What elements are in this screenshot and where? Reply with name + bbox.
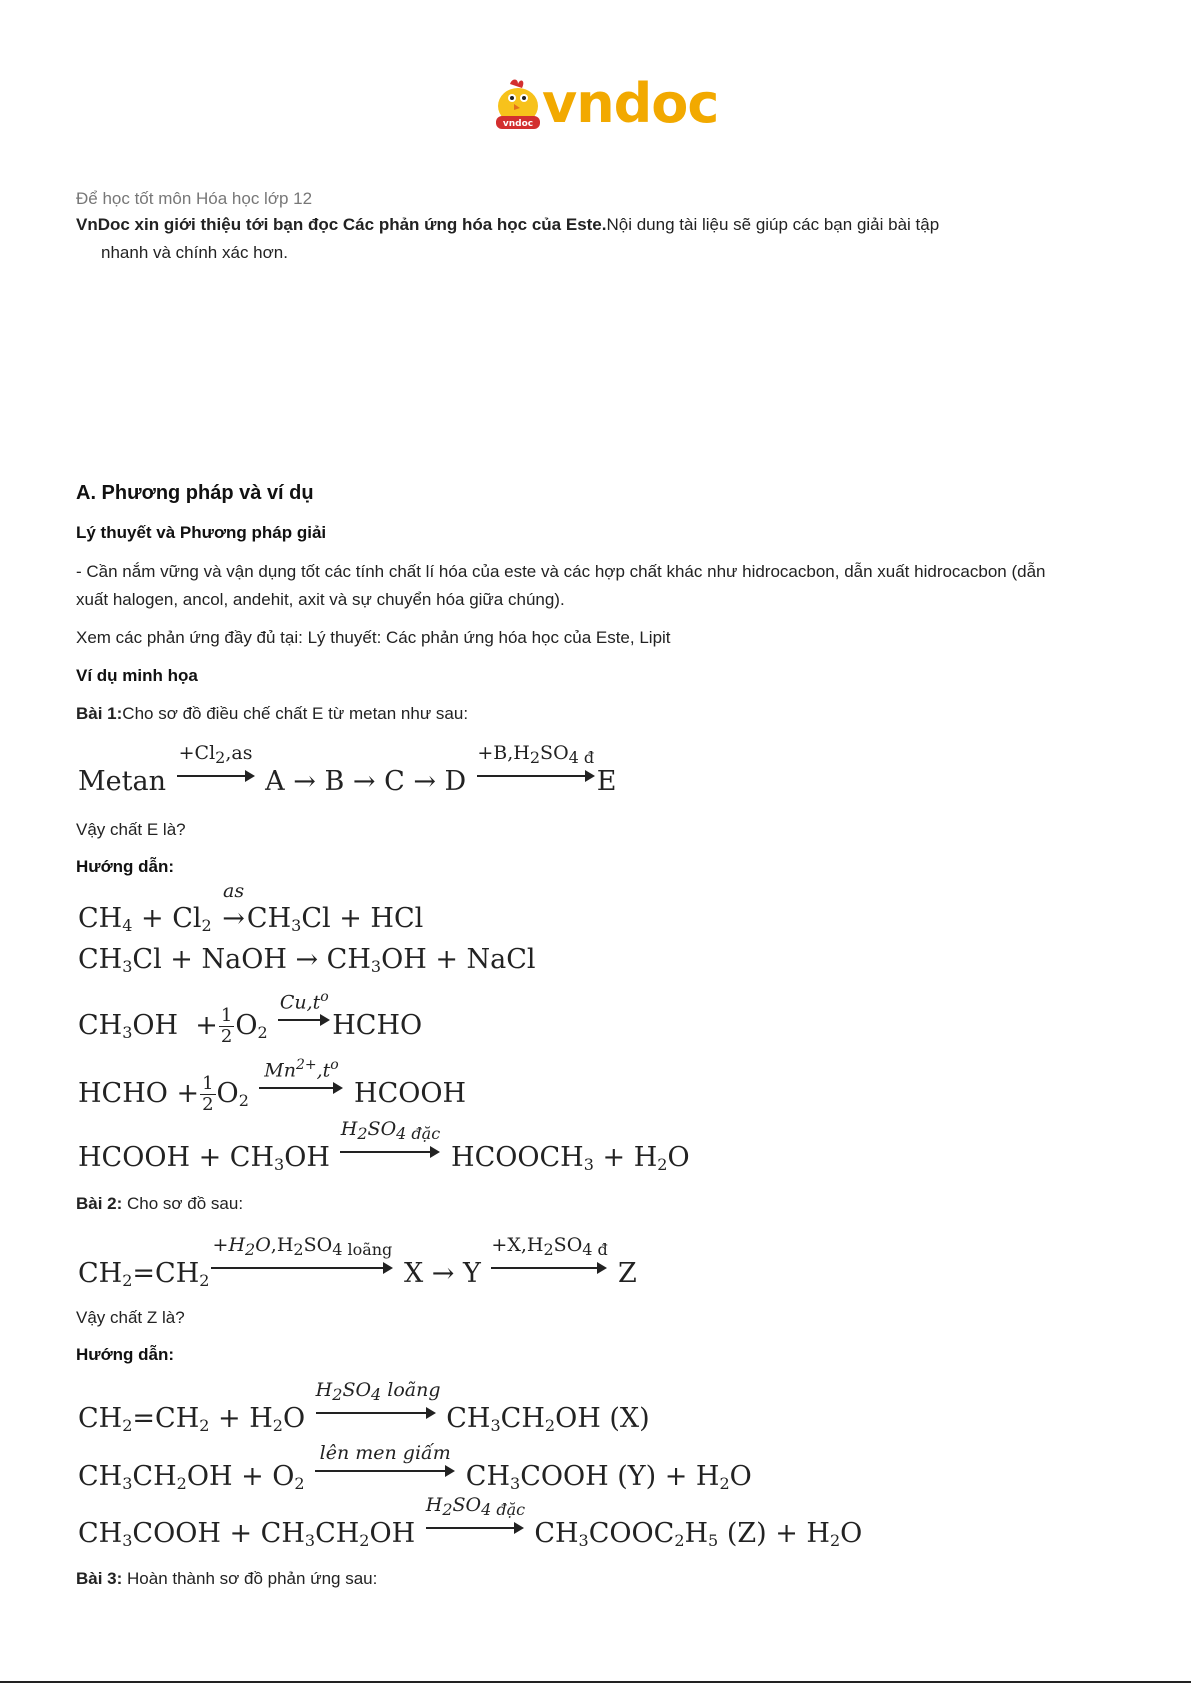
eq-1-4: HCHO + $\frac{1}{2}$ $O_2$ $Mn^{2+},t^o$ HCOOH xyxy=(78,1056,467,1115)
bai1-guide: Hướng dẫn: xyxy=(76,857,175,876)
eq-1-1: $CH_4 + Cl_2$ as $\to CH_3Cl$ + HCl xyxy=(78,880,424,935)
fraction-half: $\frac{1}{2}$ xyxy=(202,1073,214,1115)
logo-badge: vndoc xyxy=(502,119,534,129)
bai3-text: Hoàn thành sơ đồ phản ứng sau: xyxy=(122,1569,378,1588)
bai2-guide: Hướng dẫn: xyxy=(76,1345,175,1364)
bai2-prompt xyxy=(76,1194,243,1214)
theory-heading: Lý thuyết và Phương pháp giải xyxy=(76,523,327,542)
product-e: E xyxy=(596,766,617,797)
theory-line-1: - Cần nắm vững và vận dụng tốt các tính chất lí hóa của este và các hợp chất khác như hidrocacbon, dẫn xuất hidrocacbon (dẫn xyxy=(76,562,1046,581)
reaction-arrow: as → xyxy=(222,880,245,934)
reaction-arrow: $Cu,t^o$ xyxy=(278,1002,330,1042)
reaction-arrow: $+X,H_2SO_{4 đ}$ xyxy=(491,1250,607,1290)
bai2-scheme: $CH_2=CH_2$ $+H_2O,H_2SO_{4 loãng}$ X → Y $+X,H_2SO_{4 đ}$ Z xyxy=(78,1234,637,1290)
chain-abcd: A → B → C → D xyxy=(265,766,467,797)
vndoc-logo[interactable] xyxy=(492,72,732,142)
page-bottom-rule xyxy=(0,1681,1191,1683)
eq-2-3: $CH_3COOH + CH_3CH_2OH$ $H_2SO_{4 đặc}$ $CH_3COOC_2H_5$ $(Z) + H_2O$ xyxy=(78,1494,863,1550)
bai1-scheme xyxy=(78,742,617,798)
chick-mascot-icon xyxy=(492,76,548,138)
intro-lead xyxy=(76,215,939,235)
reaction-arrow: $+B,H_2SO_{4 đ}$ xyxy=(477,758,595,798)
bai1-prompt xyxy=(76,704,468,724)
theory-line-2: xuất halogen, ancol, andehit, axit và sự chuyển hóa giữa chúng). xyxy=(76,590,565,609)
intro-lead-rest: Nội dung tài liệu sẽ giúp các bạn giải bài tập xyxy=(606,215,940,234)
bai2-question: Vậy chất Z là? xyxy=(76,1308,185,1327)
eq-2-1: $CH_2=CH_2 + H_2O$ $H_2SO_4$ loãng $CH_3CH_2OH$ (X) xyxy=(78,1379,650,1435)
eq-1-5: HCOOH + $CH_3OH$ $H_2SO_{4 đặc}$ $HCOOCH_3 + H_2O$ xyxy=(78,1118,690,1174)
examples-heading: Ví dụ minh họa xyxy=(76,666,198,685)
reaction-arrow: $Mn^{2+},t^o$ xyxy=(259,1070,343,1110)
bai3-label: Bài 3: xyxy=(76,1569,123,1588)
intro-lead-bold: VnDoc xin giới thiệu tới bạn đọc Các phản ứng hóa học của Este. xyxy=(76,215,607,234)
metan-label: Metan xyxy=(78,766,166,797)
bai3-prompt xyxy=(76,1569,377,1589)
reaction-arrow: $H_2SO_4$ loãng xyxy=(316,1395,436,1435)
bai1-text: Cho sơ đồ điều chế chất E từ metan như sau: xyxy=(122,704,469,723)
bai1-question: Vậy chất E là? xyxy=(76,820,186,839)
bai2-label: Bài 2: xyxy=(76,1194,123,1213)
fraction-half: $\frac{1}{2}$ xyxy=(220,1005,233,1047)
reaction-arrow: $+H_2O,H_2SO_{4 loãng}$ xyxy=(211,1250,393,1290)
bai2-text: Cho sơ đồ sau: xyxy=(122,1194,244,1213)
section-a-title: A. Phương pháp và ví dụ xyxy=(76,482,314,504)
eq-1-3: $CH_3OH$ + $\frac{1}{2}$ $O_2$ $Cu,t^o$ HCHO xyxy=(78,988,423,1047)
eq-1-2: $CH_3Cl$ + NaOH → $CH_3OH$ + NaCl xyxy=(78,944,536,976)
reaction-arrow: $+Cl_2,as$ xyxy=(177,758,255,798)
see-more-link[interactable]: Xem các phản ứng đầy đủ tại: Lý thuyết: Các phản ứng hóa học của Este, Lipit xyxy=(76,628,671,647)
logo-wordmark: vndoc xyxy=(542,72,719,135)
reaction-arrow: $H_2SO_{4 đặc}$ xyxy=(426,1510,524,1550)
reaction-arrow: $H_2SO_{4 đặc}$ xyxy=(340,1134,440,1174)
eq-2-2: $CH_3CH_2OH + O_2$ lên men giấm $CH_3COOH$ $(Y) + H_2O$ xyxy=(78,1442,752,1493)
bai1-label: Bài 1: xyxy=(76,704,123,723)
intro-lead-continued: nhanh và chính xác hơn. xyxy=(101,243,288,262)
intro-subtitle: Để học tốt môn Hóa học lớp 12 xyxy=(76,189,313,208)
reaction-arrow: lên men giấm xyxy=(315,1453,455,1493)
